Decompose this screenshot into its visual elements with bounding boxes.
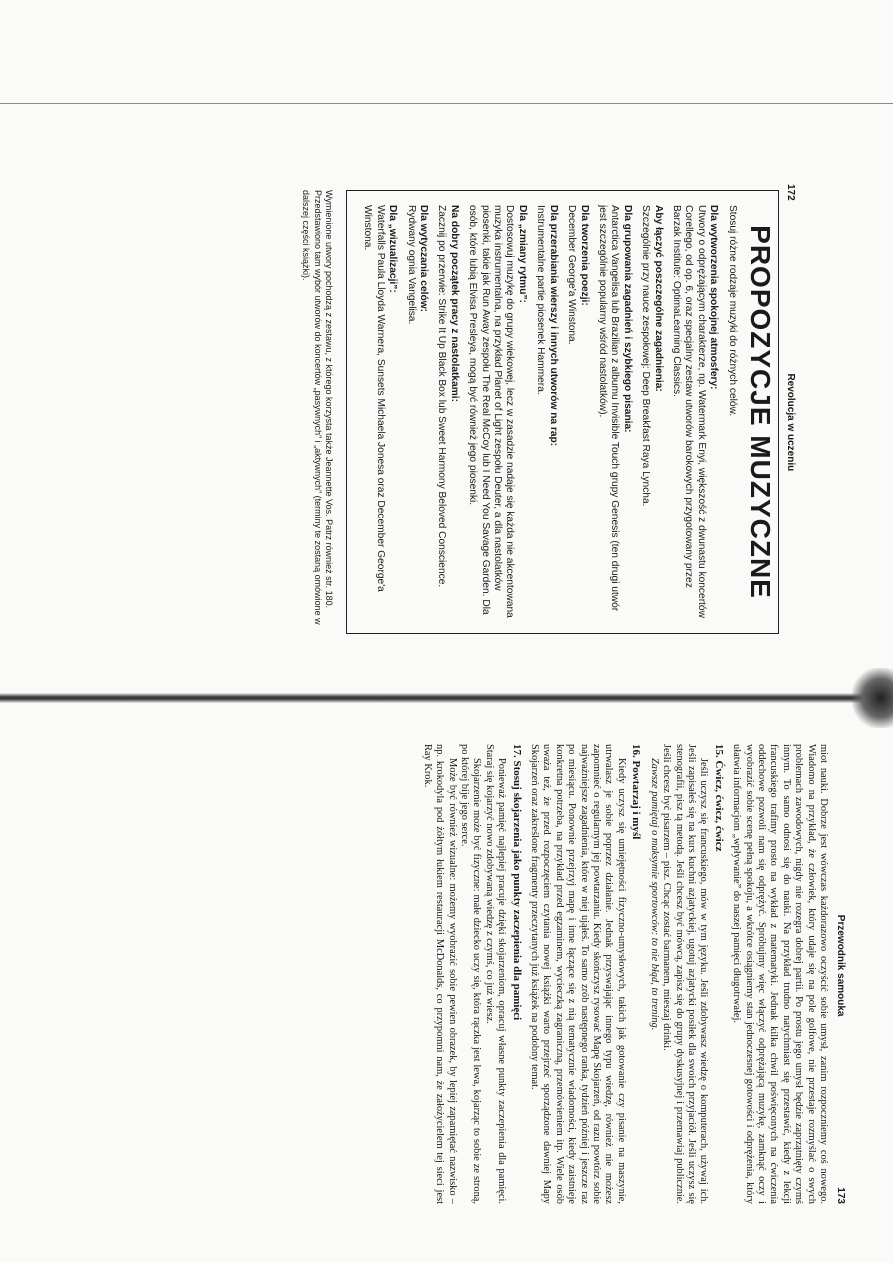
box-section: Dla tworzenia poezji: December George'a Winstona. [566,205,590,345]
section-heading: 17. Stosuj skojarzenia jako punkty zaczepienia dla pamięci [510,744,523,1021]
box-section: Dla wytyczania celów: Rydwany ognia Vangelisa. [405,205,430,325]
page-number: 173 [835,1187,846,1204]
running-head-title: Revolucja w uczeniu [785,373,796,472]
box-section: Dla przerabiania wierszy i innych utworów na rap: Instrumentalne partie piosenek Hammera. [535,205,559,447]
paragraph: Skojarzenie może być fizyczne: małe dziecko uczy się, która rączka jest lewa, kojarząc to sobie ze stroną, po której bije jego serce. [459,744,483,1204]
paragraph: Ponieważ pamięć najlepiej pracuje dzięki skojarzeniom, opracuj własne punkty zaczepienia dla pamięci. Staraj się kojarzyć nowo zdobywaną wiedzę z czymś, co już wiesz. [483,744,508,1204]
footnote: Wymienione utwory pochodzą z zestawu, z którego korzysta także Jeannette Vos. Patrz również str. 180. Przedstawiono tam wybór utworów do koncertów „pasywnych” i „aktywnych” (terminy te zostaną omówione w dalszej części książki). [301,190,335,625]
page-173 [70,744,850,1204]
box-title: PROPOZYCJE MUZYCZNE [745,225,776,599]
paragraph: Zawsze pamiętaj o maksymie sportowców: to nie błąd, to trening. [648,758,660,1031]
paragraph: miot nauki. Dobrze jest wówczas każdorazowo oczyścić sobie umysł, zanim rozpoczniemy coś nowego. Wiadomo na przykład, że człowiek, który udaje się na pole golfowe, nie przestaje rozmyślać o swych problemach zawodowych, nigdy nie rozegra dobrej partii. Po prostu jego umysł będzie zaprzątnięty czymś innym. To samo odnosi się do nauki. Na przykład trudno natychmiast się przestawić, kiedy z lekcji francuskiego trafimy prosto na wykład z matematyki. Jednak kilka chwil poświęconych na ćwiczenia oddechowe pozwoli nam się odprężyć. Spróbujmy więc włączyć odprężającą muzykę, zamknąć oczy i wyobrazić sobie scenę pełną spokoju, a wkrótce osiągniemy stan jednoczesnej gotowości i odprężenia, który ułatwia informacjom „wpływanie” do naszej pamięci długotrwałej. [731,744,829,1204]
box-section: Dla „zmiany rytmu”: Dostosowuj muzykę do grupy wiekowej, lecz w zasadzie nadaje się każda nie akcentowana muzyka instrumentalna, na przykład Planet of Light zespołu Deuter, a dla nastolatków piosenki, takie jak Run Away zespołu The Real McCoy lub I Need You Savage Garden. Dla osób, które lubią Elvisa Presleya, mogą być również jego piosenki. [467,205,528,618]
body-text [420,744,829,1204]
box-section: Aby łączyć poszczególne zagadnienia: Szczególnie przy nauce zespołowej: Deep Breakfast Raya Lyncha. [640,205,664,507]
paragraph: Może być również wizualne: możemy wyobrazić sobie pewien obrazek, by lepiej zapamiętać nazwisko – np. krokodyla pod żółtym łukiem restauracji McDonalds, co przypomni nam, że założycielem tej sieci jest Ray Krok. [421,744,458,1204]
paragraph: Kiedy uczysz się umiejętności fizyczno-umysłowych, takich jak gotowanie czy pisanie na maszynie, utrwalasz je sobie poprzez działanie. Jednak przyswajając innego typu wiedzę, również nie możesz zapomnieć o regularnym jej powtarzaniu. Kiedy skończysz rysować Mapę Skojarzeń, od razu powtórz sobie najważniejsze zagadnienia, które w niej ująłeś. To samo zrób następnego ranka, tydzień później i jeszcze raz po miesiącu. Ponownie przejrzyj mapę i inne łączące się z nią tematycznie wiadomości, kiedy zaistnieje konkretna potrzeba, na przykład przed egzaminem, wycieczką zagraniczną, przemówieniem itp. Wiele osób uważa też, że przed rozpoczęciem czytania nowej książki warto przejrzeć sporządzone dawniej Mapy Skojarzeń oraz zakreślone fragmenty przeczytanych już książek na podobny temat. [529,744,627,1204]
running-head-left [779,184,800,644]
box-section: Dla wytworzenia spokojnej atmosfery: Utwory o odprężającym charakterze, np. Watermark Enyi, większość z dwunastu koncertów Corellego, od op. 6, oraz specjalny zestaw utworów barokowych przygotowany przez Barzak Institute: OptimaLearning Classics. [670,205,720,618]
music-suggestions-box [346,190,779,634]
running-head-title: Przewodnik samouka [835,914,846,1017]
scan-top-rule [0,103,893,104]
box-section: Na dobry początek pracy z nastolatkami: Zacznij po przerwie: Strike It Up Black Box lub Sweet Harmony Beloved Conscience. [436,205,460,588]
page-172 [140,184,800,644]
box-section: Dla „wizualizacji”: Waterfalls Paula Lloyda Warnera, Sunsets Michaela Jonesa oraz December George'a Winstona. [362,205,399,592]
scan-shadow [852,668,893,728]
page-number: 172 [785,184,796,201]
box-section: Dla grupowania zagadnień i szybkiego pisania: Antarctica Vangelisa lub Brazilian z albumu Invisible Touch grupy Genesis (ten drugi utwór jest szczególnie popularny wśród nastolatków). [596,205,633,612]
section-heading: 16. Powtarzaj i myśl [630,744,643,840]
section-heading: 15. Ćwicz, ćwicz, ćwicz [712,744,725,852]
running-head-right [829,744,850,1204]
paragraph: Jeśli uczysz się francuskiego, mów w tym języku. Jeśli zdobywasz wiedzę o komputerach, używaj ich. Jeśli zapisałeś się na kurs kuchni azjatyckiej, ugotuj azjatycki posiłek dla swoich przyjaciół. Jeśli uczysz się stenografii, pisz tą metodą. Jeśli chcesz być mówcą, zapisz się do grupy dyskusyjnej i przemawiaj publicznie. Jeśli chcesz być pisarzem – pisz. Chcąc zostać barmanem, mieszaj drinki. [661,744,710,1204]
book-spine [0,693,893,703]
box-intro: Stosuj różne rodzaje muzyki do różnych celów. [726,205,738,417]
